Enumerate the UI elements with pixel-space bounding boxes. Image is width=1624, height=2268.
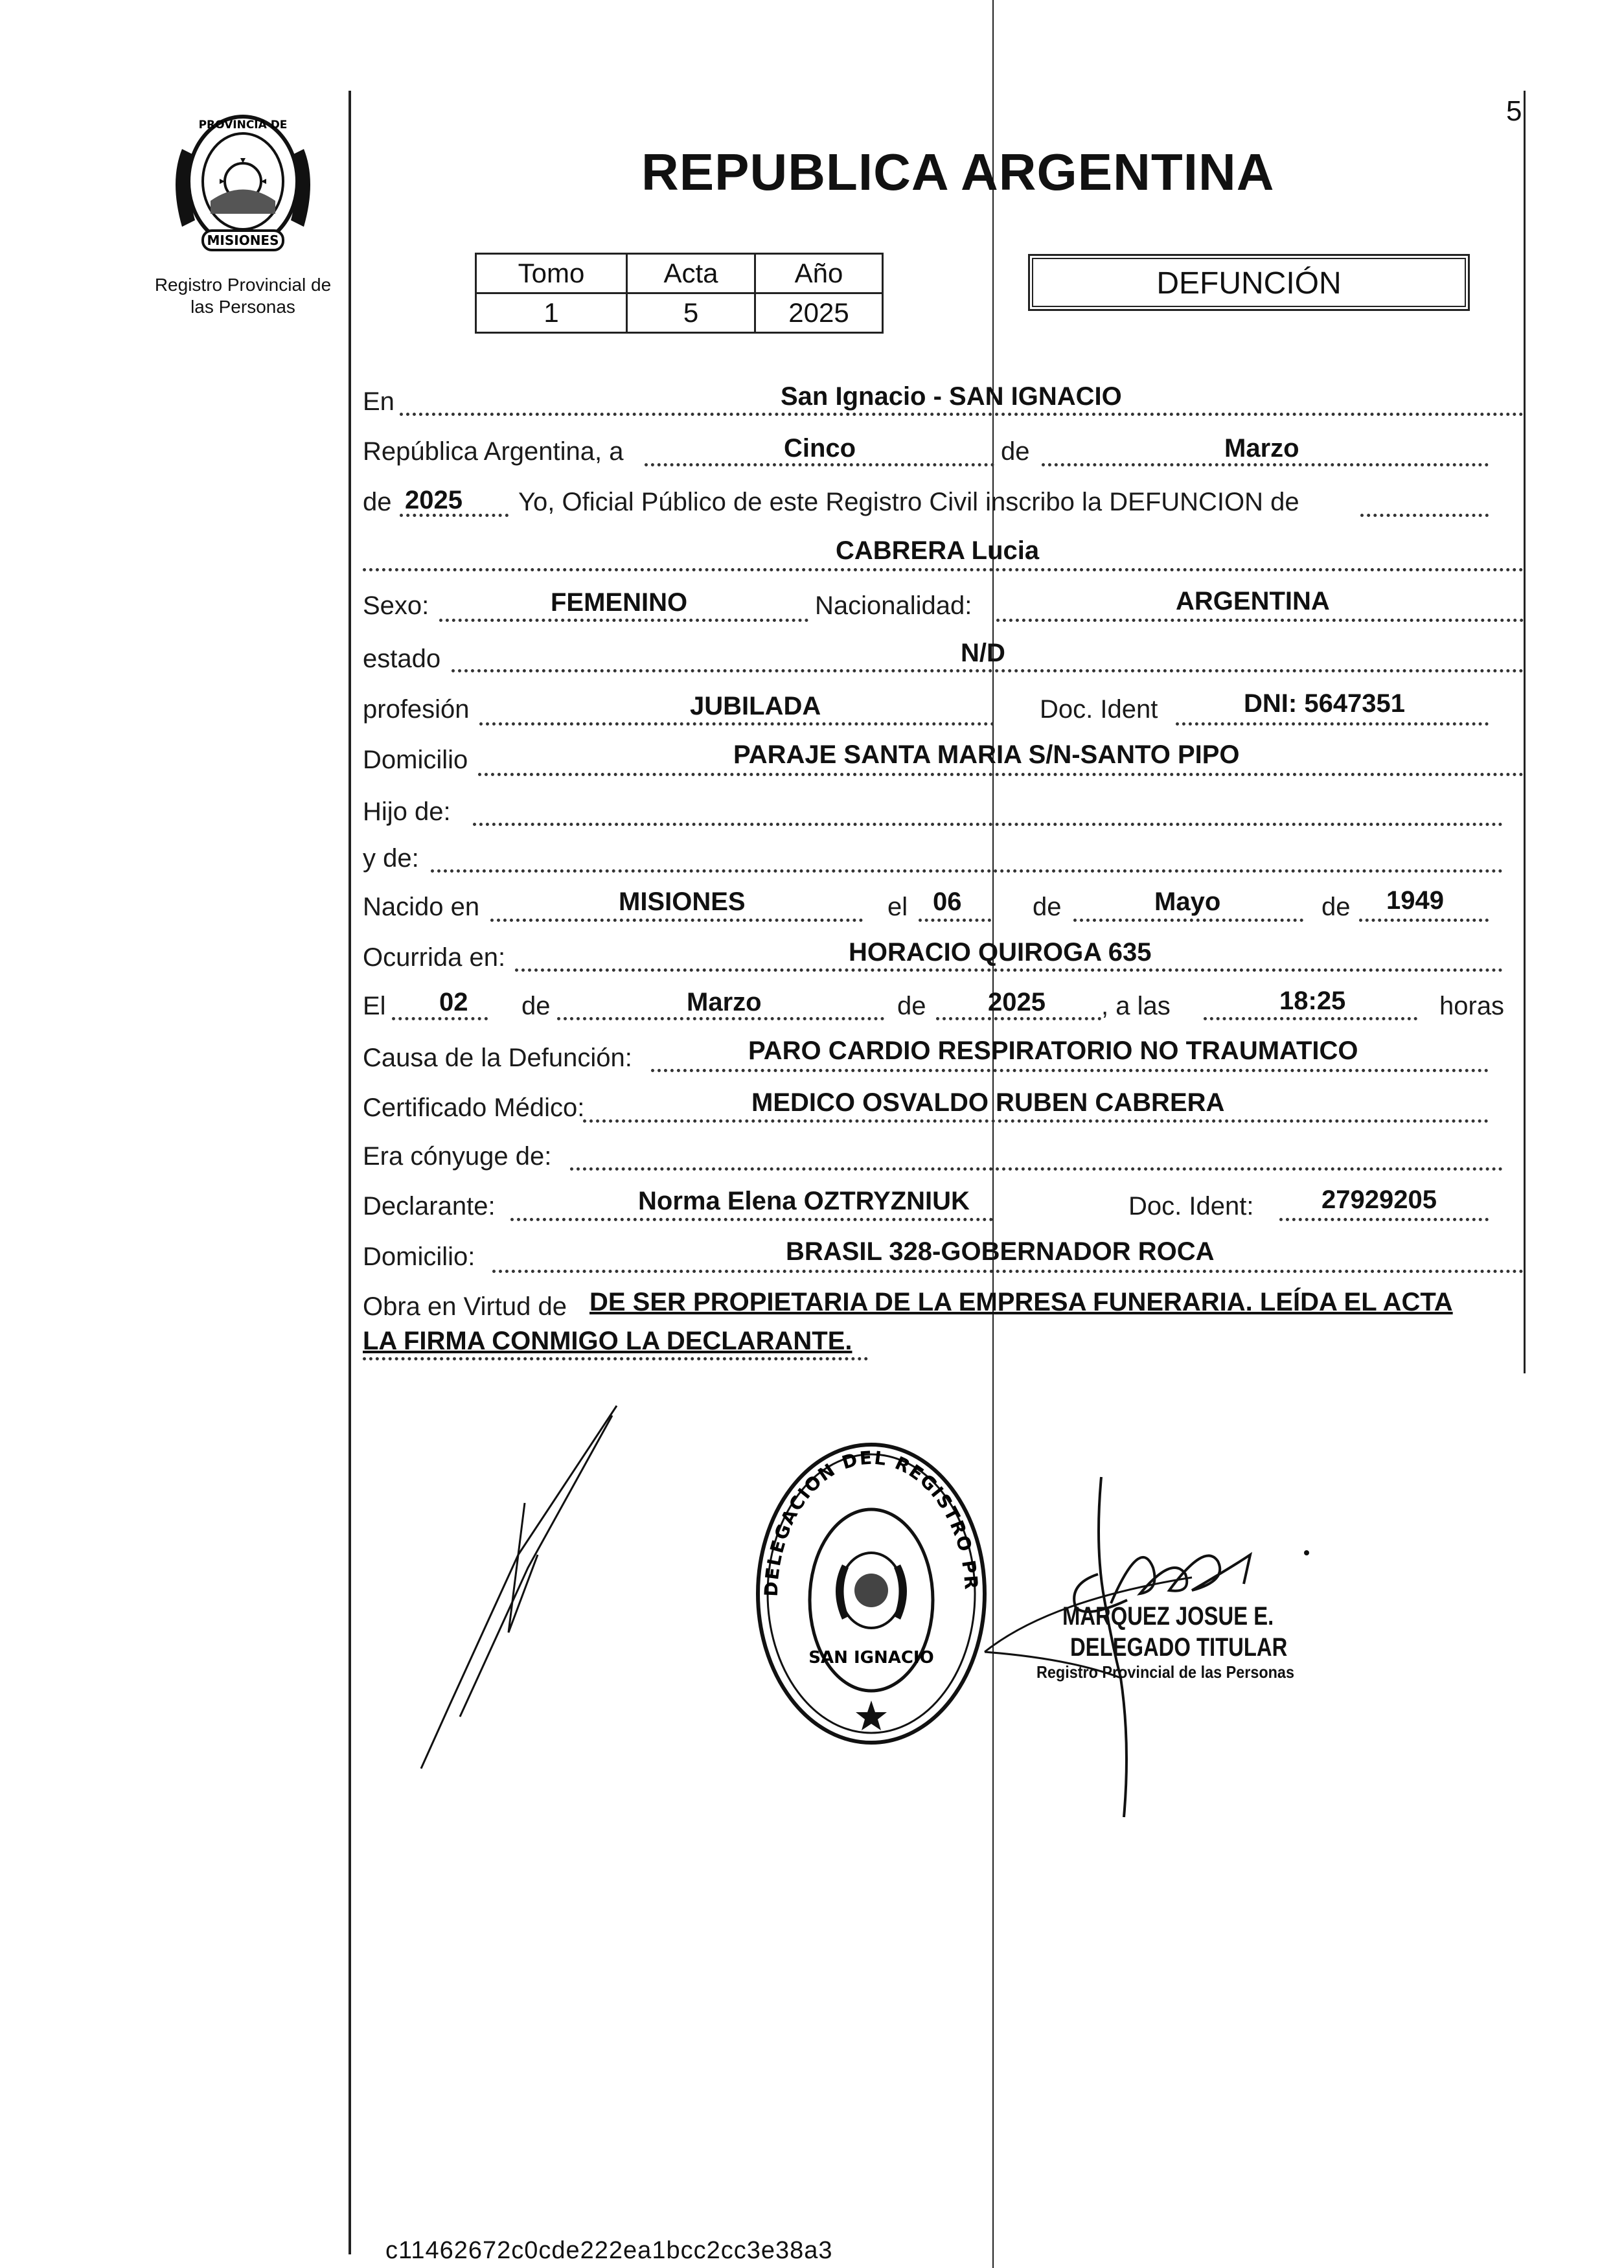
dots-def-hora <box>1204 1017 1417 1020</box>
label-declarante: Declarante: <box>363 1192 496 1220</box>
province-emblem <box>165 104 321 259</box>
value-fallecido: CABRERA Lucia <box>836 536 1040 565</box>
dots-lugar <box>400 413 1524 416</box>
dots-fallecido <box>363 568 1524 571</box>
value-lugar: San Ignacio - SAN IGNACIO <box>781 382 1122 411</box>
dots-dia <box>645 463 994 466</box>
dots-conyuge <box>570 1167 1503 1171</box>
label-a-las: , a las <box>1101 992 1171 1020</box>
label-nacionalidad: Nacionalidad: <box>815 591 972 620</box>
svg-text:DELEGACION DEL REGISTRO PROVIN: DELEGACION DEL REGISTRO PR <box>760 1447 983 1598</box>
label-doc-ident-2: Doc. Ident: <box>1128 1192 1254 1220</box>
dots-nac-mes <box>1073 919 1303 922</box>
value-declarante-doc: 27929205 <box>1321 1186 1437 1214</box>
value-ocurrida-en: HORACIO QUIROGA 635 <box>849 938 1152 967</box>
value-anio-registro: 2025 <box>405 486 463 514</box>
value-mes-registro: Marzo <box>1224 434 1299 463</box>
label-el: el <box>887 893 908 921</box>
registry-header-acta: Acta <box>627 254 755 293</box>
value-nac-dia: 06 <box>933 888 962 916</box>
label-nacido-en: Nacido en <box>363 893 480 921</box>
dots-nac-anio <box>1359 919 1489 922</box>
label-obra: Obra en Virtud de <box>363 1292 567 1321</box>
value-declarante-domicilio: BRASIL 328-GOBERNADOR ROCA <box>786 1237 1215 1266</box>
label-hijo-de: Hijo de: <box>363 797 451 826</box>
label-en: En <box>363 387 395 416</box>
label-de-5: de <box>521 992 551 1020</box>
label-republica: República Argentina, a <box>363 437 624 466</box>
dots-y-de <box>431 869 1503 873</box>
dots-estado <box>452 669 1524 672</box>
label-causa: Causa de la Defunción: <box>363 1044 632 1072</box>
value-certificado: MEDICO OSVALDO RUBEN CABRERA <box>751 1088 1225 1117</box>
label-oficial: Yo, Oficial Público de este Registro Civil inscribo la DEFUNCION de <box>518 488 1299 516</box>
registry-name: Registro Provincial de las Personas <box>154 275 332 317</box>
dots-declarante-doc <box>1279 1218 1489 1221</box>
document-hash: c11462672c0cde222ea1bcc2cc3e38a3 <box>385 2237 833 2264</box>
value-sexo: FEMENINO <box>551 588 688 617</box>
dots-nac-dia <box>919 919 991 922</box>
dots-declarante <box>510 1218 993 1221</box>
official-org: Registro Provincial de las Personas <box>1036 1662 1294 1682</box>
official-role: DELEGADO TITULAR <box>1070 1633 1288 1662</box>
value-nac-anio: 1949 <box>1386 886 1444 915</box>
dots-declarante-domicilio <box>492 1270 1524 1273</box>
value-def-mes: Marzo <box>687 988 762 1016</box>
label-profesion: profesión <box>363 695 470 724</box>
dots-nacionalidad <box>996 619 1524 622</box>
dots-def-anio <box>936 1017 1101 1020</box>
dots-domicilio <box>478 773 1524 776</box>
label-certificado: Certificado Médico: <box>363 1094 585 1122</box>
label-doc-ident: Doc. Ident <box>1040 695 1158 724</box>
label-domicilio-2: Domicilio: <box>363 1243 475 1271</box>
dots-defuncion <box>1360 514 1489 517</box>
label-ocurrida-en: Ocurrida en: <box>363 943 506 972</box>
value-def-dia: 02 <box>439 988 468 1016</box>
official-name: MARQUEZ JOSUE E. <box>1062 1602 1274 1631</box>
svg-text:PROVINCIA DE: PROVINCIA DE <box>198 119 288 132</box>
label-sexo: Sexo: <box>363 591 429 620</box>
registry-header-tomo: Tomo <box>476 254 627 293</box>
right-margin-line <box>1524 91 1526 1373</box>
dots-profesion <box>479 722 994 726</box>
value-causa: PARO CARDIO RESPIRATORIO NO TRAUMATICO <box>748 1037 1358 1065</box>
dots-ocurrida-en <box>515 968 1503 972</box>
dots-causa <box>651 1069 1489 1072</box>
value-nacionalidad: ARGENTINA <box>1176 587 1330 615</box>
value-obra-line-1: DE SER PROPIETARIA DE LA EMPRESA FUNERARIA. LEÍDA EL ACTA <box>589 1288 1453 1316</box>
registry-header-anio: Año <box>755 254 883 293</box>
value-def-anio: 2025 <box>988 988 1046 1016</box>
label-horas: horas <box>1439 992 1505 1020</box>
label-de-4: de <box>1321 893 1351 921</box>
label-conyuge: Era cónyuge de: <box>363 1142 552 1171</box>
label-y-de: y de: <box>363 844 419 873</box>
label-de-2: de <box>363 488 392 516</box>
official-seal <box>751 1435 991 1746</box>
value-documento: DNI: 5647351 <box>1244 689 1406 718</box>
value-def-hora: 18:25 <box>1279 987 1346 1015</box>
label-de-3: de <box>1033 893 1062 921</box>
value-declarante: Norma Elena OZTRYZNIUK <box>638 1187 970 1215</box>
value-domicilio: PARAJE SANTA MARIA S/N-SANTO PIPO <box>733 740 1240 769</box>
dots-def-dia <box>392 1017 488 1020</box>
dots-nacido-en <box>490 919 863 922</box>
page-title: REPUBLICA ARGENTINA <box>641 143 1275 201</box>
label-estado: estado <box>363 645 441 673</box>
dots-certificado <box>583 1119 1489 1123</box>
dots-obra <box>363 1357 868 1360</box>
value-profesion: JUBILADA <box>690 692 821 720</box>
left-margin-line <box>349 91 351 2254</box>
document-type: DEFUNCIÓN <box>1156 266 1342 301</box>
center-fold-line <box>992 0 994 2268</box>
declarant-signature <box>389 1399 648 1775</box>
registry-value-anio: 2025 <box>755 293 883 333</box>
svg-text:SAN IGNACIO: SAN IGNACIO <box>808 1648 934 1667</box>
value-estado: N/D <box>961 639 1005 667</box>
value-nacido-en: MISIONES <box>619 888 746 916</box>
value-dia-registro: Cinco <box>784 434 856 463</box>
dots-hijo-de <box>473 823 1503 826</box>
dots-sexo <box>439 619 808 622</box>
value-nac-mes: Mayo <box>1154 888 1221 916</box>
dots-mes <box>1042 463 1489 466</box>
svg-text:MISIONES: MISIONES <box>207 233 279 248</box>
page-number: 5 <box>1506 95 1522 127</box>
registry-value-acta: 5 <box>627 293 755 333</box>
label-domicilio: Domicilio <box>363 746 468 774</box>
label-de-1: de <box>1001 437 1030 466</box>
value-obra-line-2: LA FIRMA CONMIGO LA DECLARANTE. <box>363 1327 852 1355</box>
dots-doc-ident <box>1176 722 1489 726</box>
label-de-6: de <box>897 992 926 1020</box>
registry-value-tomo: 1 <box>476 293 627 333</box>
label-El: El <box>363 992 386 1020</box>
dots-def-mes <box>557 1017 884 1020</box>
registry-table <box>475 253 884 334</box>
